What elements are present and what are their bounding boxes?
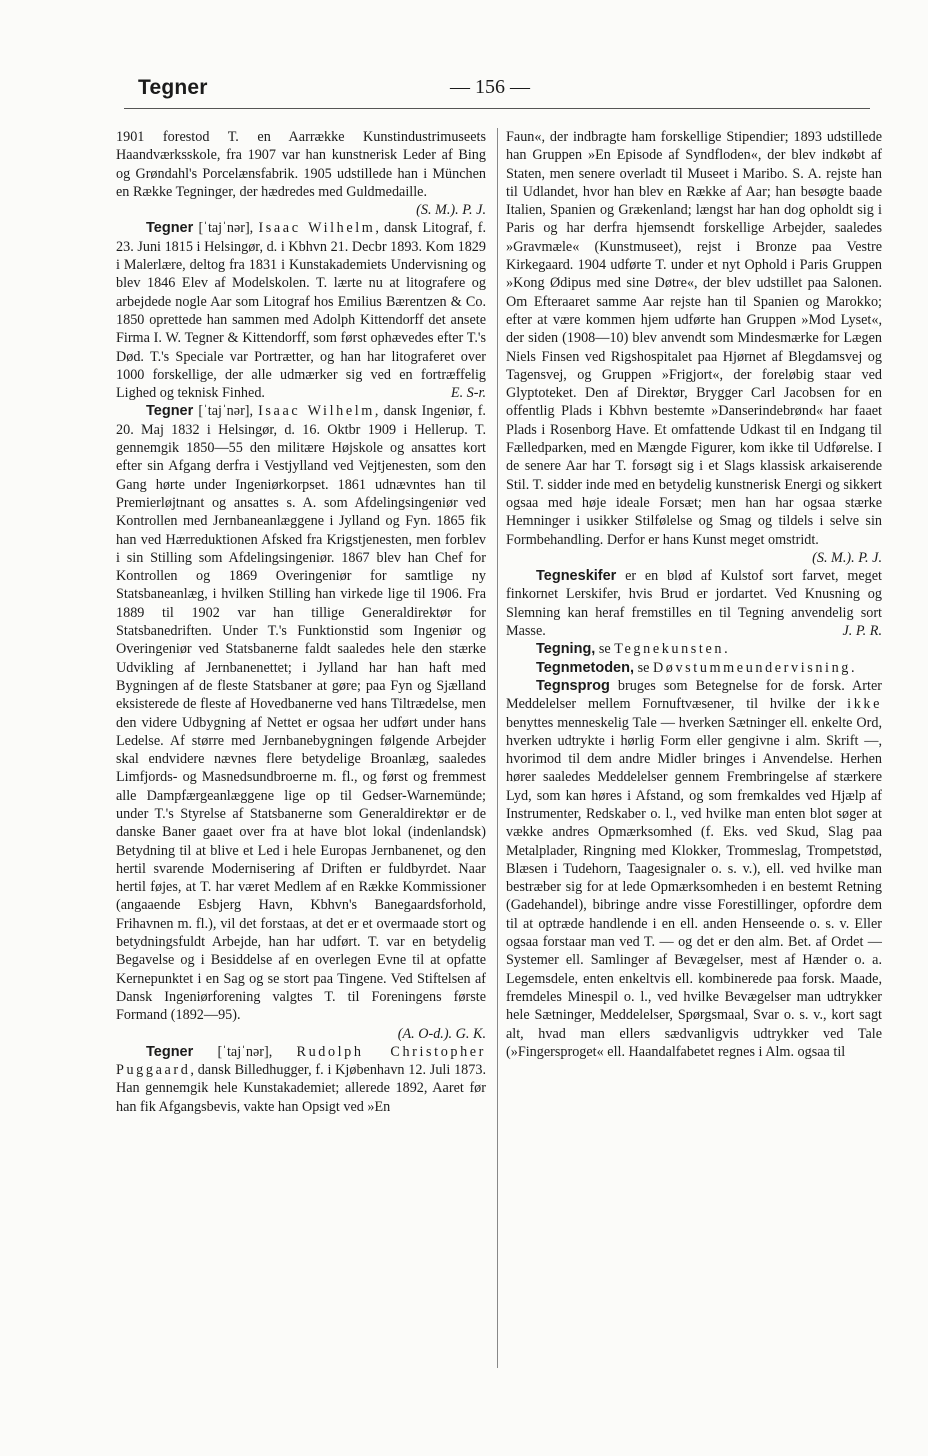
entry-headword: Tegner (146, 1043, 194, 1060)
punctuation: . (850, 659, 855, 676)
person-name: Isaac Wilhelm (258, 403, 375, 420)
entry-text: , dansk Litograf, f. 23. Juni 1815 i Helsingør, d. i Kbhvn 21. Decbr 1893. Kom 1829 i Malerlære, deltog fra 1831 i Kunstakademiets Undervisning og blev 1846 Elev af Modelskolen. T. lærte nu at litografere og arbejdede nogle Aar som Litograf hos Emilius Bærentzen & Co. 1850 oprettede han sammen med Adolph Kittendorff det ansete Firma I. W. Tegner & Kittendorff, som først ophævedes efter T.'s Død. T.'s Speciale var Portrætter, og han har litograferet over 1000 forskellige, der alle udmærker sig ved en fortræffelig Lighed og teknisk Finhed. (116, 220, 486, 402)
entry-text: , dansk Billedhugger, f. i Kjøbenhavn 12. Juli 1873. Han gennemgik hele Kunstakademiet; allerede 1892, Aaret før han fik Afgangsbevis, vakte han Opsigt ved »En (116, 1062, 486, 1115)
cross-reference-link[interactable]: Tegnekunsten (614, 641, 725, 658)
running-head (120, 74, 875, 108)
author-signature: (A. O-d.). G. K. (397, 1025, 486, 1042)
paragraph-text: Faun«, der indbragte ham forskellige Stipendier; 1893 udstillede han Gruppen »En Episode af Syndfloden«, der blev indkøbt af Staten, men senere overladt til Museet i Maribo. S. A. rejste han til Udlandet, hvor han blev en Række af Aar; han besøgte baade Italien, Spanien og Grækenland; længst har han dog opholdt sig i Paris og har derfra hjemsendt forskellige Arbejder, saaledes »Gravmæle« (Kunstmuseet), rejst i Bronze paa Vestre Kirkegaard. 1904 udførte T. under et nyt Ophold i Paris Gruppen »Kong Ødipus med sine Døtre«, der blev udstillet paa Salonen. Om Efteraaret samme Aar rejste han til Spanien og Marokko; efter at være kommen hjem udførte han Gruppen »Mod Lyset«, der siden (1908—10) blev anvendt som Mindesmærke for Lægen Niels Finsen ved Rigshospitalet paa Hjørnet af Blegdamsvej og Tagensvej, og Gruppen »Frigjort«, der foreløbig staar ved Glyptoteket. Den af Direktør, Brygger Carl Jacobsen for en offentlig Plads i Kbhvn bestemte »Danserindebrønd« har faaet Plads i Rosenborg Have. Et omfattende Udkast til en Indgang til Fælledparken, med en Mængde Figurer, kom ikke til Udførelse. I de senere Aar har T. forsøgt sig i et Slags klassisk arkaiserende Stil. T. sidder inde med en betydelig kunstnerisk Energi og sikkert ogsaa med høje ideale Forsæt; men han har ogsaa stærke Hemninger i usikker Stilfølelse og Smag og tildels i selve sin Formbehandling. Derfor er hans Kunst meget omstridt. (506, 129, 882, 548)
entry-headword: Tegner (146, 220, 194, 237)
entry-tegner-isaac-litograf (116, 219, 486, 402)
entry-headword: Tegnsprog (536, 677, 610, 694)
paragraph-text: 1901 forestod T. en Aarrække Kunstindustrimuseets Haandværksskole, fra 1907 var han kunstnerisk Leder af Bing og Grøndahl's Porcelænsfabrik. 1905 udstillede han i München en Række Tegninger, der hædredes med Guldmedaille. (116, 129, 486, 200)
pronunciation: [ˈtajˈnər], (193, 403, 259, 420)
entry-tegning (506, 640, 882, 658)
left-column (116, 128, 486, 1116)
author-signature: E. S-r. (450, 385, 486, 402)
entry-tegner-isaac-ingenior (116, 402, 486, 1024)
right-column (506, 128, 882, 1061)
entry-tegnsprog (506, 677, 882, 1061)
entry-text: er en blød af Kulstof sort farvet, meget finkornet Lerskifer, hvis Brud er jordartet. Ved Knusning og Slemning kan heraf fremstilles en til Tegning anvendelig sort Masse. (506, 568, 882, 640)
entry-headword: Tegner (146, 403, 194, 420)
person-name: Rudolph Christopher Puggaard (116, 1043, 486, 1079)
entry-text: benyttes menneskelig Tale — hverken Sætninger ell. enkelte Ord, hverken udtrykte i hørlig Form eller gengivne i alm. Skrift —, hvorimod til dem andre Midler bringes i Anvendelse. Herhen hører saaledes Meddelelser gennem Frembringelse af stærkere Lyd, som kan høres i Afstand, og som fremkaldes ved Hjælp af Instrumenter, Redskaber o. l., ved hvilke man enten blot søger at vække andres Opmærksomhed (f. Eks. ved Skud, Slag paa Metalplader, Ringning med Klokker, Trommeslag, Trompetstød, Blæsen i Tudehorn, Taagesignaler o. s. v.), ell. ved hvilke man bestræber sig for at lede Opmærksomheden i en bestemt Retning (Gadehandel), bibringe andre visse Forestillinger, opfordre dem til at optræde handlende i en ell. anden Henseende o. s. v. Eller ogsaa forstaar man ved T. — og det er den alm. Bet. af Ordet — Systemer ell. Samlinger af Bevægelser, mest af Hænder o. a. Legemsdele, enten enkeltvis ell. kombinerede paa forsk. Maade, fremdeles Minespil o. l., ved hvilke Bevægelser man udtrykker hele Sætninger, Meddelelser, Spørgsmaal, Svar o. s. v., kort sagt alt, hvad man ellers sædvanligvis udtrykker ved Tale (»Fingersproget« ell. Haandalfabetet regnes i Alm. ogsaa til (506, 714, 882, 1060)
cross-reference-word: se (634, 659, 653, 676)
author-signature: (S. M.). P. J. (812, 549, 882, 566)
entry-tegnmetoden (506, 659, 882, 677)
author-signature: J. P. R. (842, 623, 882, 640)
person-name: Isaac Wilhelm (258, 220, 376, 237)
emphasized-word: ikke (847, 696, 882, 713)
page-number: — 156 — (450, 76, 530, 98)
entry-text: , dansk Ingeniør, f. 20. Maj 1832 i Helsingør, d. 16. Oktbr 1909 i Hellerup. T. gennemgik 1850—55 den militære Højskole og ansattes kort efter sin Afgang derfra i Vestjylland ved Vejtjenesten, som den Gang hørte under Ingeniørkorpset. 1861 udnævntes han til Premierløjtnant og ansattes s. A. som Afdelingsingeniør ved Kontrollen med Jernbaneanlæggene i Jylland og Fyn. 1865 fik han ved Hærreduktionen Afsked fra Krigstjenesten, men forblev i sin Stilling som Afdelingsingeniør. 1867 blev han Chef for Kontrollen og 1869 Overingeniør for samtlige ny Statsbaneanlæg, i hvilken Stilling han virkede lige til 1906. Fra 1889 til 1902 var han tillige Generaldirektør for Statsbanedriften. Under T.'s Funktionstid som Ingeniør og Overingeniør ved Statsbanerne faldt saaledes hele den stærke Udvikling af Jernbanenettet; i Jylland har han haft med Bygningen af de fleste Statsbaner at gøre; paa Fyn og Sjælland eksisterede de fleste af Hovedbanerne ved hans Tiltrædelse, men den videre Udbygning af Nettet er ogsaa her udført under hans Ledelse. Af større med Jernbanebygningen følgende Arbejder skal endvidere nævnes flere betydelige Broanlæg, saaledes Limfjords- og Masnedsundbroerne m. fl., og først og fremmest alle Dampfærgeanlæggene lige op til Gedser-Warnemünde; under T.'s Styrelse af Statsbanerne som Generaldirektør er de danske Baner gaaet over fra at have blot lokal (indenlandsk) Betydning til at blive et Led i hele Europas Jernbanenet, og den hertil svarende Modernisering af Driften er fuldbyrdet. Naar hertil føjes, at T. har været Medlem af en Række Kommissioner (angaaende Esbjerg Havn, Kbhvn's Banegaardsforhold, Frihavnen m. fl.), vil det forstaas, at det er et overmaade stort og betydningsfuldt Arbejde, han har udført. T. var en betydelig Begavelse og i Besiddelse af en overlegen Evne til at opfatte Kernepunktet i en Sag og se stort paa Tingene. Ved Stiftelsen af Dansk Ingeniørforening valgtes T. til Foreningens første Formand (1892—95). (116, 403, 486, 1024)
signature-line (116, 1025, 486, 1043)
entry-text: bruges som Betegnelse for de forsk. Arter Meddelelser mellem Fornuftvæsener, til hvilke der (506, 677, 882, 713)
entry-headword: Tegnmetoden, (536, 659, 635, 676)
column-divider (497, 128, 498, 1368)
pronunciation: [ˈtajˈnər], (193, 220, 259, 237)
entry-tegneskifer (506, 567, 882, 640)
continuation-paragraph (116, 128, 486, 219)
cross-reference-link[interactable]: Døvstummeundervisning (652, 659, 851, 676)
continuation-paragraph (506, 128, 882, 566)
author-signature: (S. M.). P. J. (416, 202, 486, 219)
entry-headword: Tegneskifer (536, 568, 617, 585)
running-head-word: Tegner (138, 76, 208, 99)
cross-reference-word: se (595, 641, 615, 658)
entry-tegner-rudolph (116, 1043, 486, 1116)
entry-headword: Tegning, (536, 641, 596, 658)
pronunciation: [ˈtajˈnər], (193, 1043, 297, 1060)
header-rule (124, 108, 870, 109)
punctuation: . (724, 641, 728, 658)
